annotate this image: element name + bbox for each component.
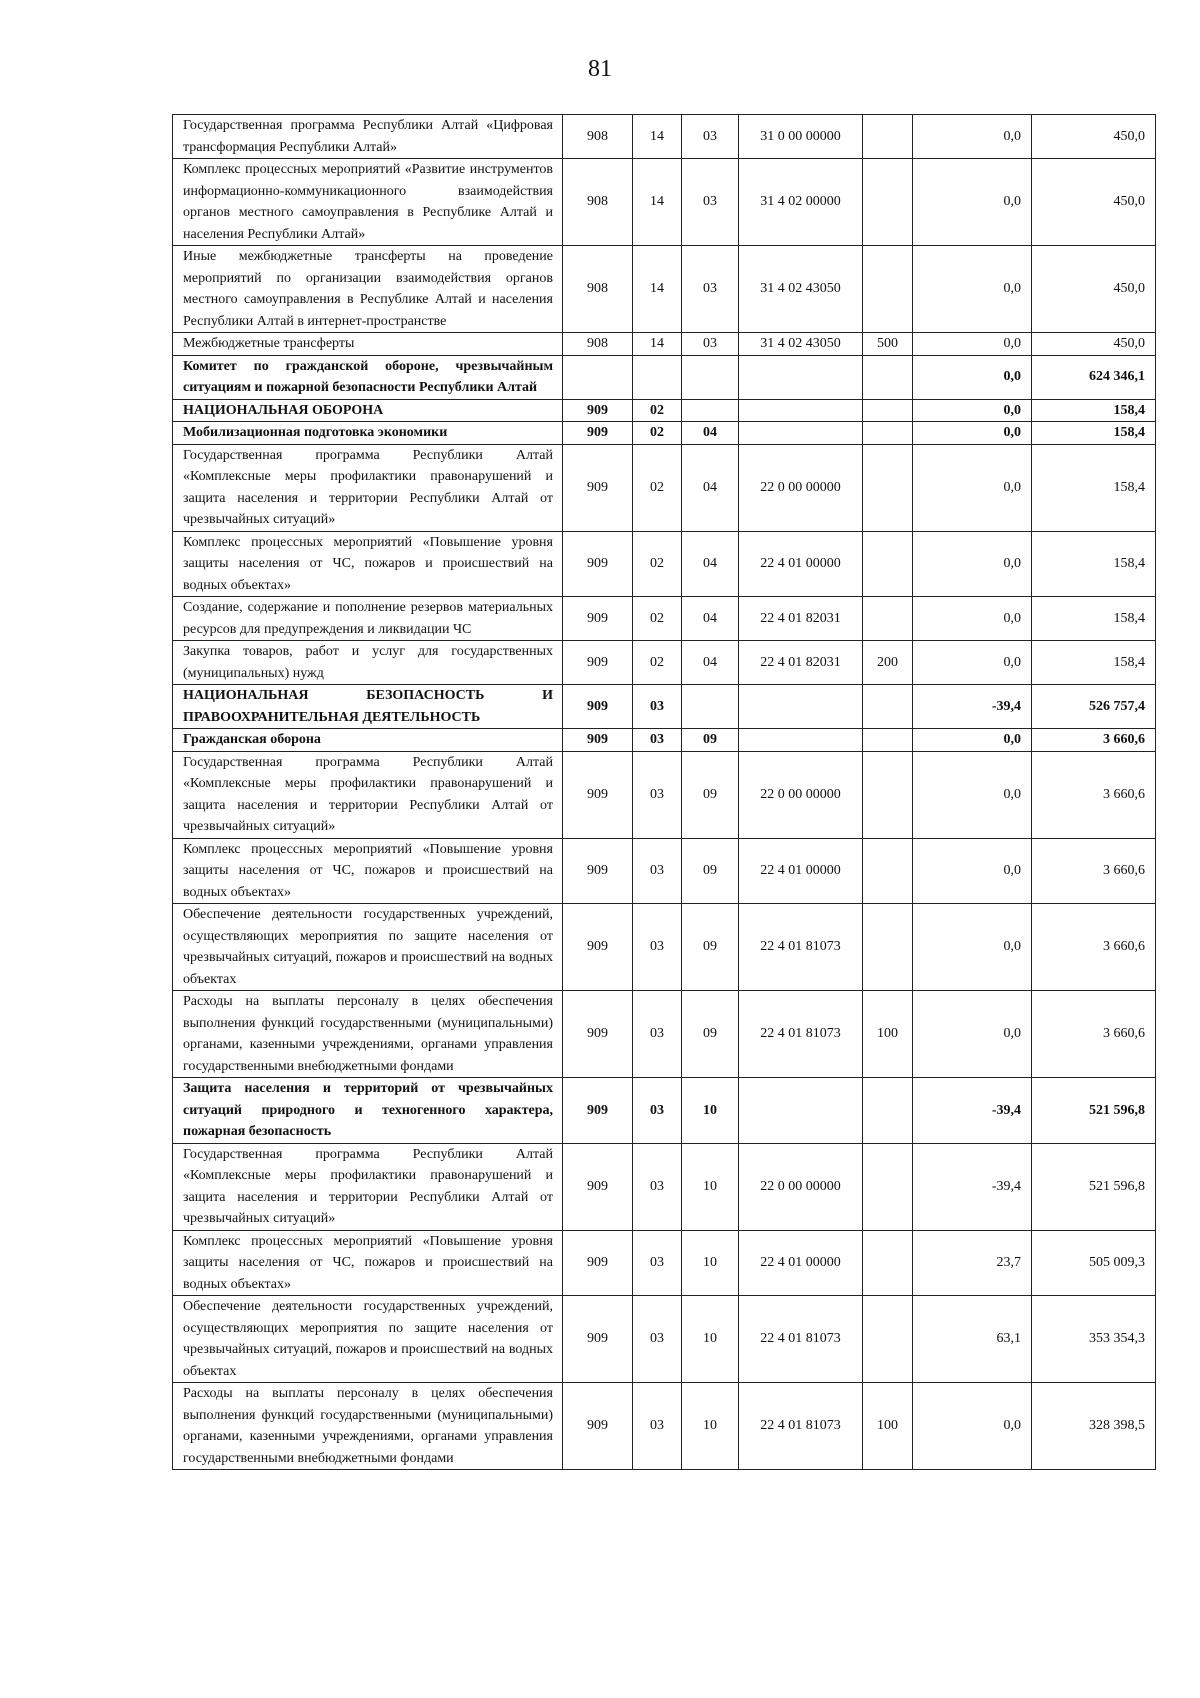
expense-type-code bbox=[863, 159, 913, 246]
ministry-code: 909 bbox=[563, 904, 633, 991]
ministry-code: 909 bbox=[563, 838, 633, 904]
target-article-code bbox=[739, 729, 863, 752]
section-code: 14 bbox=[633, 246, 682, 333]
amount-change: 0,0 bbox=[913, 729, 1032, 752]
section-code: 03 bbox=[633, 729, 682, 752]
amount-change: 0,0 bbox=[913, 159, 1032, 246]
table-row bbox=[173, 115, 1156, 159]
subsection-code: 09 bbox=[682, 751, 739, 838]
amount-total: 158,4 bbox=[1032, 422, 1156, 445]
table-row bbox=[173, 685, 1156, 729]
item-name: Государственная программа Республики Алтай «Комплексные меры профилактики правонарушений и защита населения и территории Республики Алтай от чрезвычайных ситуаций» bbox=[173, 751, 563, 838]
subsection-code: 04 bbox=[682, 444, 739, 531]
subsection-code: 09 bbox=[682, 904, 739, 991]
item-name: Межбюджетные трансферты bbox=[173, 333, 563, 356]
ministry-code: 908 bbox=[563, 159, 633, 246]
target-article-code: 22 4 01 00000 bbox=[739, 531, 863, 597]
amount-total: 526 757,4 bbox=[1032, 685, 1156, 729]
item-name: Гражданская оборона bbox=[173, 729, 563, 752]
section-code: 14 bbox=[633, 333, 682, 356]
target-article-code: 31 4 02 43050 bbox=[739, 333, 863, 356]
ministry-code: 908 bbox=[563, 246, 633, 333]
amount-change: 0,0 bbox=[913, 641, 1032, 685]
ministry-code: 908 bbox=[563, 333, 633, 356]
section-code: 03 bbox=[633, 991, 682, 1078]
table-row bbox=[173, 333, 1156, 356]
subsection-code: 04 bbox=[682, 641, 739, 685]
amount-change: -39,4 bbox=[913, 685, 1032, 729]
section-code: 02 bbox=[633, 422, 682, 445]
table-row bbox=[173, 1143, 1156, 1230]
amount-total: 521 596,8 bbox=[1032, 1143, 1156, 1230]
amount-total: 158,4 bbox=[1032, 444, 1156, 531]
subsection-code: 10 bbox=[682, 1230, 739, 1296]
subsection-code: 04 bbox=[682, 422, 739, 445]
amount-total: 505 009,3 bbox=[1032, 1230, 1156, 1296]
section-code bbox=[633, 355, 682, 399]
budget-table-body bbox=[173, 115, 1156, 1470]
amount-change: 0,0 bbox=[913, 991, 1032, 1078]
amount-total: 3 660,6 bbox=[1032, 904, 1156, 991]
item-name: Комплекс процессных мероприятий «Развитие инструментов информационно-коммуникационного взаимодействия органов местного самоуправления в Республике Алтай и населения Республики Алтай» bbox=[173, 159, 563, 246]
amount-change: 0,0 bbox=[913, 751, 1032, 838]
table-row bbox=[173, 991, 1156, 1078]
section-code: 03 bbox=[633, 1143, 682, 1230]
table-row bbox=[173, 1383, 1156, 1470]
amount-total: 450,0 bbox=[1032, 115, 1156, 159]
target-article-code: 22 4 01 00000 bbox=[739, 838, 863, 904]
table-row bbox=[173, 597, 1156, 641]
target-article-code: 22 0 00 00000 bbox=[739, 444, 863, 531]
expense-type-code bbox=[863, 904, 913, 991]
target-article-code: 22 4 01 81073 bbox=[739, 1383, 863, 1470]
amount-change: 0,0 bbox=[913, 444, 1032, 531]
table-row bbox=[173, 729, 1156, 752]
expense-type-code bbox=[863, 246, 913, 333]
section-code: 03 bbox=[633, 1230, 682, 1296]
amount-total: 3 660,6 bbox=[1032, 991, 1156, 1078]
amount-total: 521 596,8 bbox=[1032, 1078, 1156, 1144]
expense-type-code bbox=[863, 838, 913, 904]
expense-type-code: 100 bbox=[863, 1383, 913, 1470]
amount-change: 0,0 bbox=[913, 115, 1032, 159]
section-code: 03 bbox=[633, 838, 682, 904]
amount-total: 624 346,1 bbox=[1032, 355, 1156, 399]
ministry-code: 909 bbox=[563, 685, 633, 729]
expense-type-code bbox=[863, 1143, 913, 1230]
target-article-code: 22 0 00 00000 bbox=[739, 1143, 863, 1230]
subsection-code: 04 bbox=[682, 531, 739, 597]
amount-change: 0,0 bbox=[913, 422, 1032, 445]
table-row bbox=[173, 444, 1156, 531]
target-article-code: 22 4 01 81073 bbox=[739, 904, 863, 991]
section-code: 03 bbox=[633, 1383, 682, 1470]
page-number: 81 bbox=[588, 56, 612, 82]
subsection-code bbox=[682, 685, 739, 729]
item-name: Комплекс процессных мероприятий «Повышение уровня защиты населения от ЧС, пожаров и происшествий на водных объектах» bbox=[173, 531, 563, 597]
expense-type-code bbox=[863, 729, 913, 752]
expense-type-code bbox=[863, 422, 913, 445]
expense-type-code bbox=[863, 399, 913, 422]
section-code: 02 bbox=[633, 444, 682, 531]
expense-type-code: 500 bbox=[863, 333, 913, 356]
amount-change: -39,4 bbox=[913, 1143, 1032, 1230]
table-row bbox=[173, 1230, 1156, 1296]
section-code: 14 bbox=[633, 115, 682, 159]
section-code: 03 bbox=[633, 1296, 682, 1383]
expense-type-code: 200 bbox=[863, 641, 913, 685]
target-article-code bbox=[739, 422, 863, 445]
item-name: НАЦИОНАЛЬНАЯ ОБОРОНА bbox=[173, 399, 563, 422]
ministry-code: 908 bbox=[563, 115, 633, 159]
amount-change: 0,0 bbox=[913, 399, 1032, 422]
table-row bbox=[173, 399, 1156, 422]
ministry-code bbox=[563, 355, 633, 399]
ministry-code: 909 bbox=[563, 399, 633, 422]
target-article-code bbox=[739, 399, 863, 422]
amount-change: 0,0 bbox=[913, 904, 1032, 991]
target-article-code: 22 4 01 00000 bbox=[739, 1230, 863, 1296]
target-article-code: 31 4 02 43050 bbox=[739, 246, 863, 333]
subsection-code: 03 bbox=[682, 115, 739, 159]
expense-type-code bbox=[863, 355, 913, 399]
ministry-code: 909 bbox=[563, 1383, 633, 1470]
amount-total: 450,0 bbox=[1032, 246, 1156, 333]
ministry-code: 909 bbox=[563, 1078, 633, 1144]
item-name: Расходы на выплаты персоналу в целях обеспечения выполнения функций государственными (муниципальными) органами, казенными учреждениями, органами управления государственными внебюджетными фондами bbox=[173, 1383, 563, 1470]
section-code: 02 bbox=[633, 597, 682, 641]
amount-total: 450,0 bbox=[1032, 333, 1156, 356]
expense-type-code bbox=[863, 1230, 913, 1296]
table-row bbox=[173, 355, 1156, 399]
section-code: 03 bbox=[633, 1078, 682, 1144]
target-article-code bbox=[739, 355, 863, 399]
expense-type-code bbox=[863, 1296, 913, 1383]
table-row bbox=[173, 838, 1156, 904]
expense-type-code bbox=[863, 751, 913, 838]
table-row bbox=[173, 531, 1156, 597]
item-name: Государственная программа Республики Алтай «Цифровая трансформация Республики Алтай» bbox=[173, 115, 563, 159]
section-code: 03 bbox=[633, 904, 682, 991]
table-row bbox=[173, 1296, 1156, 1383]
section-code: 14 bbox=[633, 159, 682, 246]
ministry-code: 909 bbox=[563, 751, 633, 838]
amount-total: 3 660,6 bbox=[1032, 729, 1156, 752]
expense-type-code: 100 bbox=[863, 991, 913, 1078]
subsection-code bbox=[682, 399, 739, 422]
amount-total: 3 660,6 bbox=[1032, 751, 1156, 838]
subsection-code bbox=[682, 355, 739, 399]
subsection-code: 03 bbox=[682, 333, 739, 356]
ministry-code: 909 bbox=[563, 1296, 633, 1383]
item-name: Государственная программа Республики Алтай «Комплексные меры профилактики правонарушений и защита населения и территории Республики Алтай от чрезвычайных ситуаций» bbox=[173, 1143, 563, 1230]
subsection-code: 04 bbox=[682, 597, 739, 641]
budget-table bbox=[172, 114, 1156, 1470]
section-code: 02 bbox=[633, 531, 682, 597]
item-name: Комплекс процессных мероприятий «Повышение уровня защиты населения от ЧС, пожаров и происшествий на водных объектах» bbox=[173, 1230, 563, 1296]
table-row bbox=[173, 904, 1156, 991]
amount-total: 328 398,5 bbox=[1032, 1383, 1156, 1470]
amount-change: 0,0 bbox=[913, 246, 1032, 333]
table-row bbox=[173, 641, 1156, 685]
section-code: 02 bbox=[633, 399, 682, 422]
amount-change: -39,4 bbox=[913, 1078, 1032, 1144]
item-name: Мобилизационная подготовка экономики bbox=[173, 422, 563, 445]
subsection-code: 10 bbox=[682, 1078, 739, 1144]
item-name: НАЦИОНАЛЬНАЯ БЕЗОПАСНОСТЬ И ПРАВООХРАНИТЕЛЬНАЯ ДЕЯТЕЛЬНОСТЬ bbox=[173, 685, 563, 729]
target-article-code: 22 4 01 82031 bbox=[739, 641, 863, 685]
amount-total: 3 660,6 bbox=[1032, 838, 1156, 904]
subsection-code: 09 bbox=[682, 729, 739, 752]
expense-type-code bbox=[863, 531, 913, 597]
item-name: Защита населения и территорий от чрезвычайных ситуаций природного и техногенного характера, пожарная безопасность bbox=[173, 1078, 563, 1144]
subsection-code: 10 bbox=[682, 1143, 739, 1230]
expense-type-code bbox=[863, 597, 913, 641]
ministry-code: 909 bbox=[563, 444, 633, 531]
amount-change: 0,0 bbox=[913, 333, 1032, 356]
item-name: Комитет по гражданской обороне, чрезвычайным ситуациям и пожарной безопасности Республики Алтай bbox=[173, 355, 563, 399]
ministry-code: 909 bbox=[563, 422, 633, 445]
amount-total: 158,4 bbox=[1032, 399, 1156, 422]
table-row bbox=[173, 1078, 1156, 1144]
amount-change: 0,0 bbox=[913, 838, 1032, 904]
amount-total: 158,4 bbox=[1032, 641, 1156, 685]
amount-total: 158,4 bbox=[1032, 597, 1156, 641]
expense-type-code bbox=[863, 1078, 913, 1144]
table-row bbox=[173, 246, 1156, 333]
ministry-code: 909 bbox=[563, 1143, 633, 1230]
amount-change: 0,0 bbox=[913, 355, 1032, 399]
expense-type-code bbox=[863, 685, 913, 729]
item-name: Создание, содержание и пополнение резервов материальных ресурсов для предупреждения и ликвидации ЧС bbox=[173, 597, 563, 641]
amount-total: 450,0 bbox=[1032, 159, 1156, 246]
amount-total: 158,4 bbox=[1032, 531, 1156, 597]
item-name: Обеспечение деятельности государственных учреждений, осуществляющих мероприятия по защите населения от чрезвычайных ситуаций, пожаров и происшествий на водных объектах bbox=[173, 1296, 563, 1383]
amount-change: 63,1 bbox=[913, 1296, 1032, 1383]
item-name: Расходы на выплаты персоналу в целях обеспечения выполнения функций государственными (муниципальными) органами, казенными учреждениями, органами управления государственными внебюджетными фондами bbox=[173, 991, 563, 1078]
ministry-code: 909 bbox=[563, 729, 633, 752]
subsection-code: 10 bbox=[682, 1383, 739, 1470]
ministry-code: 909 bbox=[563, 597, 633, 641]
item-name: Иные межбюджетные трансферты на проведение мероприятий по организации взаимодействия органов местного самоуправления в Республике Алтай и населения Республики Алтай в интернет-пространстве bbox=[173, 246, 563, 333]
section-code: 03 bbox=[633, 751, 682, 838]
item-name: Закупка товаров, работ и услуг для государственных (муниципальных) нужд bbox=[173, 641, 563, 685]
ministry-code: 909 bbox=[563, 531, 633, 597]
amount-change: 0,0 bbox=[913, 531, 1032, 597]
expense-type-code bbox=[863, 115, 913, 159]
target-article-code: 22 4 01 82031 bbox=[739, 597, 863, 641]
subsection-code: 03 bbox=[682, 159, 739, 246]
amount-change: 23,7 bbox=[913, 1230, 1032, 1296]
target-article-code bbox=[739, 1078, 863, 1144]
target-article-code: 22 0 00 00000 bbox=[739, 751, 863, 838]
item-name: Комплекс процессных мероприятий «Повышение уровня защиты населения от ЧС, пожаров и происшествий на водных объектах» bbox=[173, 838, 563, 904]
target-article-code: 22 4 01 81073 bbox=[739, 1296, 863, 1383]
amount-change: 0,0 bbox=[913, 597, 1032, 641]
subsection-code: 09 bbox=[682, 991, 739, 1078]
section-code: 02 bbox=[633, 641, 682, 685]
target-article-code: 22 4 01 81073 bbox=[739, 991, 863, 1078]
expense-type-code bbox=[863, 444, 913, 531]
section-code: 03 bbox=[633, 685, 682, 729]
ministry-code: 909 bbox=[563, 641, 633, 685]
target-article-code: 31 0 00 00000 bbox=[739, 115, 863, 159]
subsection-code: 10 bbox=[682, 1296, 739, 1383]
item-name: Государственная программа Республики Алтай «Комплексные меры профилактики правонарушений и защита населения и территории Республики Алтай от чрезвычайных ситуаций» bbox=[173, 444, 563, 531]
table-row bbox=[173, 159, 1156, 246]
ministry-code: 909 bbox=[563, 1230, 633, 1296]
ministry-code: 909 bbox=[563, 991, 633, 1078]
amount-change: 0,0 bbox=[913, 1383, 1032, 1470]
target-article-code: 31 4 02 00000 bbox=[739, 159, 863, 246]
subsection-code: 09 bbox=[682, 838, 739, 904]
subsection-code: 03 bbox=[682, 246, 739, 333]
amount-total: 353 354,3 bbox=[1032, 1296, 1156, 1383]
target-article-code bbox=[739, 685, 863, 729]
table-row bbox=[173, 422, 1156, 445]
item-name: Обеспечение деятельности государственных учреждений, осуществляющих мероприятия по защите населения от чрезвычайных ситуаций, пожаров и происшествий на водных объектах bbox=[173, 904, 563, 991]
table-row bbox=[173, 751, 1156, 838]
